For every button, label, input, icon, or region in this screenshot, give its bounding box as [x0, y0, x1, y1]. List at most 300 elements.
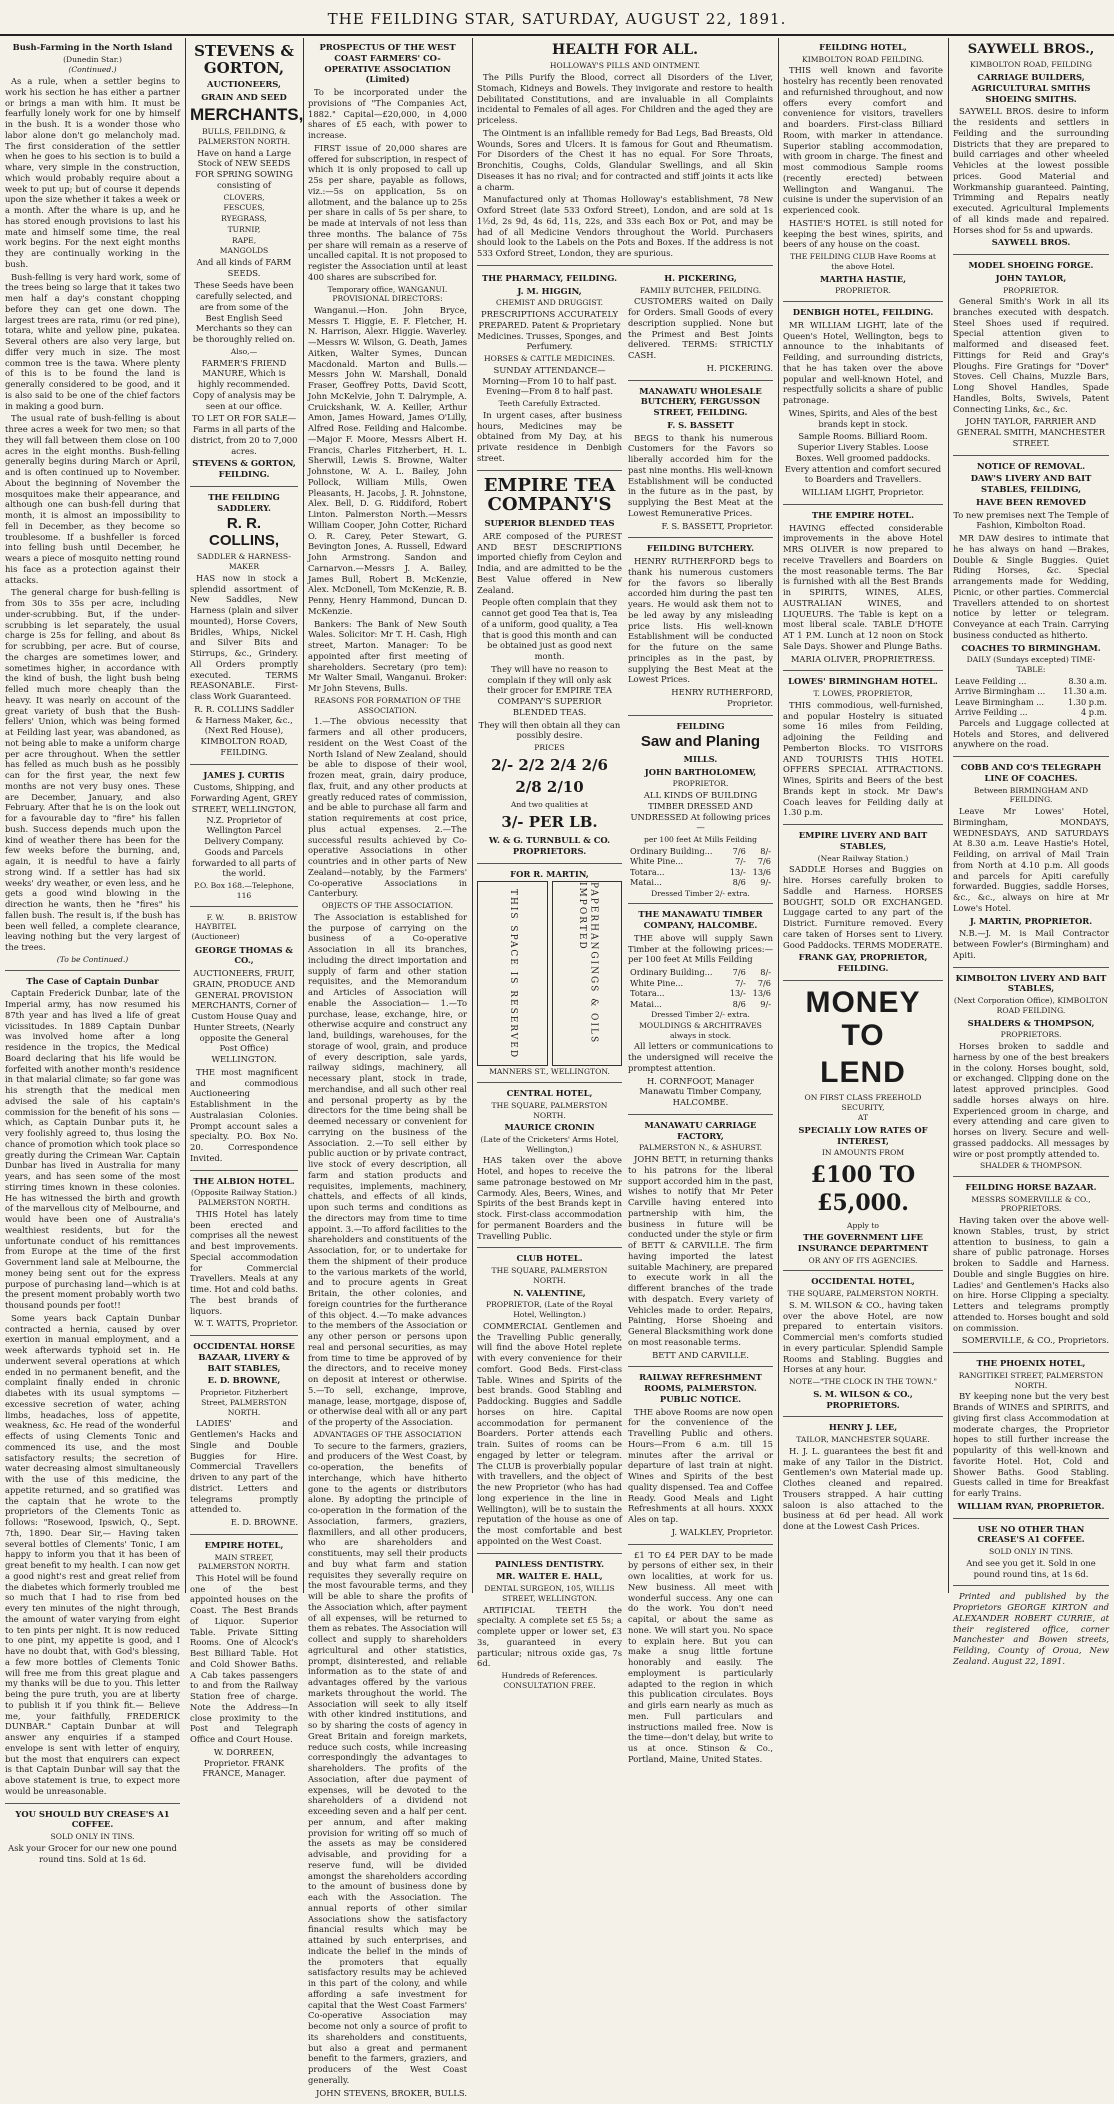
- ad-firm-name: GEORGE THOMAS & CO.,: [195, 944, 293, 966]
- ad-text: FIRST issue of 20,000 shares are offered for subscription, in respect of which it is only proposed to call up 25s per share, payable as follows, viz.:—5s on application, 5s on allotment, and the balance up to 25s per share in calls of 5s per share, to be made at intervals of not less than three months. The balance of 75s per share will remain as a reserve of uncalled capital. It is not proposed to register the Association until at least 400 shares are subscribed for.: [308, 142, 467, 282]
- ad-partner: B. BRISTOW: [247, 912, 297, 922]
- ad-signature: SOMERVILLE, & CO., Proprietors.: [961, 1335, 1109, 1346]
- ad-signature: E. D. BROWNE.: [230, 1517, 298, 1528]
- reserved-space: THIS SPACE IS RESERVED: [477, 881, 548, 1066]
- dentistry-ad: [477, 1559, 622, 1696]
- ad-subheading: MAIN STREET, PALMERSTON NORTH.: [197, 1552, 291, 1572]
- ad-text: S. M. WILSON & CO., having taken over the above Hotel, are now prepared to entertain visitors. Commercial men's comforts studied in every particular. Splendid Sample Rooms and Stabling. Buggies and Horses at any hour.: [783, 1299, 943, 1375]
- ad-signature: J. MARTIN, PROPRIETOR.: [969, 915, 1093, 926]
- table-row: [628, 846, 773, 857]
- ad-heading: USE NO OTHER THAN CREASE'S A1 COFFEE.: [977, 1523, 1085, 1545]
- ad-text: ARTIFICIAL TEETH the specialty. A complete set £5 5s; a complete upper or lower set, £3 3s, guaranteed in every particular; nitrous oxide gas, 7s 6d.: [477, 1604, 622, 1669]
- ad-text: Customs, Shipping, and Forwarding Agent, GREY STREET, WELLINGTON, N.Z. Proprietor of Wellington Parcel Delivery Company. Goods and Parcels forwarded to all parts of the world.: [190, 782, 298, 879]
- occidental-hotel-ad: [783, 1276, 943, 1417]
- ad-text: THE FEILDING CLUB Have Rooms at the above Hotel.: [790, 252, 936, 271]
- ad-subheading: DAILY (Sundays excepted) TIME-TABLE:: [966, 655, 1096, 675]
- ad-subheading: SOLD ONLY IN TINS.: [989, 1547, 1073, 1557]
- ad-signature: FRANK GAY, PROPRIETOR, FEILDING.: [798, 952, 928, 974]
- ad-heading: THE PHARMACY, FEILDING.: [481, 272, 618, 283]
- cobb-coaches-ad: [953, 762, 1109, 967]
- ad-firm-name: MR. WALTER E. HALL,: [496, 1571, 603, 1582]
- ad-text: £1 TO £4 PER DAY to be made by persons of either sex, in their own localities, at work for us. New business. All meet with wonderful success. Any one can do the work. You don't need capital, or about the same as none. We will start you. No space to explain here. But you can make a snug little fortune honorably and easily. The employment is particularly adapted to the region in which this publication circulates. Boys and girls earn nearly as much as men. Full particulars and instructions mailed free. Now is the time—don't delay, but write to us at once. Stinson & Co., Portland, Maine, United States.: [628, 1549, 773, 1764]
- ad-heading: MANAWATU WHOLESALE BUTCHERY, FERGUSSON STREET, FEILDING.: [639, 385, 762, 418]
- ad-text: General Smith's Work in all its branches executed with despatch. Steel Shoes used if required. Special attention given to malformed and diseased feet. Fittings for Reid and Gray's Ploughs. Fire Gratings for "Dover" Stoves. Cell Chains, Muzzle Bars, Long Shovel Handles, Spade Handles, Bolts, Swivels, Patent Connecting Links, &c., &c.: [953, 296, 1109, 414]
- ad-text: Wines, Spirits, and Ales of the best brands kept in stock.: [788, 407, 938, 429]
- seed-item: RAPE,: [231, 235, 257, 245]
- ad-firm-name: N. VALENTINE,: [513, 1287, 586, 1298]
- ad-firm-name: J. M. HIGGIN,: [517, 285, 582, 296]
- ad-text: TO LET OR FOR SALE— Farms in all parts of the district, from 20 to 7,000 acres.: [190, 413, 298, 456]
- table-cell: Ordinary Building...: [630, 845, 713, 856]
- column-3: [303, 38, 472, 2098]
- ad-address: MANNERS ST., WELLINGTON.: [489, 1067, 610, 1077]
- ad-heading: THE ALBION HOTEL.: [193, 1175, 295, 1186]
- ad-heading: FOR R. MARTIN,: [510, 868, 589, 879]
- ad-subheading: TAILOR, MANCHESTER SQUARE.: [796, 1435, 930, 1445]
- ad-heading: FEILDING HOTEL,: [819, 42, 907, 52]
- ad-text: PRESCRIPTIONS ACCURATELY PREPARED. Patent & Proprietary Medicines. Trusses, Sponges, and Perfumery.: [477, 309, 622, 352]
- ad-heading: THE MANAWATU TIMBER COMPANY, HALCOMBE.: [638, 909, 763, 931]
- ad-text: People often complain that they cannot get good Tea that is, Tea of a uniform, good quality, a Tea that is good this month and can be obtained just as good next month.: [481, 597, 618, 662]
- ad-signature: JOHN TAYLOR, FARRIER AND GENERAL SMITH, MANCHESTER STREET.: [956, 416, 1106, 448]
- ad-heading: OCCIDENTAL HORSE BAZAAR, LIVERY & BAIT STABLES,: [193, 1341, 295, 1373]
- pharmacy-ad: [477, 273, 622, 471]
- ad-text: The Pills Purify the Blood, correct all Disorders of the Liver, Stomach, Kidneys and Bowels. They invigorate and restore to health Debilitated Constitutions, and are invaluable in all Complaints incidental to Females of all ages. For Children and the aged they are priceless.: [477, 72, 773, 126]
- ad-heading: MODEL SHOEING FORGE.: [968, 260, 1094, 271]
- ad-text: Apply to: [847, 1220, 879, 1230]
- ad-text: NOTE—"THE CLOCK IN THE TOWN.": [788, 1377, 938, 1387]
- lowes-hotel-ad: [783, 676, 943, 825]
- ad-firm-name: HENRY J. LEE,: [828, 1422, 898, 1433]
- article-paragraph: Captain Frederick Dunbar, late of the Imperial army, has now resumed his 87th year and has lived a life of great vicissitudes. In 1889 Captain Dunbar was involved home after a long residence in the tropics, the Medical Board declaring that his life would be forfeited with another month's residence in that malarial climate; so far gone was his strength that the medical men advised the sale of his captain's commission for the benefit of his sons — which, as Captain Dunbar puts it, he very foolishly agreed to, thus losing the chance of promotion which took place so greatly during the Crimean War. Captain Dunbar has lived in Australia for many years, and has seen some of the most stirring times known in these colonies. He has witnessed the birth and growth of the marvellous city of Melbourne, and would have been one of Australia's wealthiest residents, but for the unfortunate conduct of his remittances from Europe at the time of the first Government land sale at Melbourne, the money being sent out for the express purpose of purchasing land—which is at the present moment probably worth two thousand pounds per foot!!: [5, 988, 180, 1311]
- ad-text: ARE composed of the PUREST AND BEST DESCRIPTIONS imported chiefly from Ceylon and India, and are admitted to be the Best Value offered in New Zealand.: [477, 530, 622, 595]
- ad-text: These Seeds have been carefully selected, and are from some of the Best English Seed Merchants so they can be thoroughly relied on.: [192, 280, 296, 345]
- ad-subheading: FAMILY BUTCHER, FEILDING.: [639, 285, 762, 295]
- article-paragraph: As a rule, when a settler begins to work his section he has either a partner or brings a man with him. It must be fearfully lonely work for one by himself in the bush. It is a wonder those who labor alone don't go melancholy mad. The first consideration of the settler when he goes to his section is to build a whare, very simple in the construction, which would probably require about a week to put up; but of course it depends upon the size whether it takes a week or a month. After the whare is up, and he has stored enough provisions to last his mate and himself some time, the real work begins. For the next eight months they are continually working in the bush.: [5, 76, 180, 269]
- ad-text: To be incorporated under the provisions of "The Companies Act, 1882." Capital—£20,000, in 4,000 shares of £5 each, with power to increase.: [308, 87, 467, 140]
- table-cell: Leave Birmingham ...: [955, 696, 1045, 707]
- ad-subheading: THE SQUARE, PALMERSTON NORTH.: [787, 1289, 939, 1299]
- ad-text: LADIES' and Gentlemen's Hacks and Single and Double Buggies for Hire. Commercial Travellers driven to any part of the district. Letters and telegrams promptly attended to.: [190, 1418, 298, 1515]
- ad-subheading: AUCTIONEERS,: [207, 79, 281, 89]
- table-row: [953, 707, 1109, 718]
- browne-livery-ad: [190, 1341, 298, 1535]
- bush-farming-article: [5, 42, 180, 971]
- seed-item: TURNIP,: [227, 224, 261, 234]
- money-to-lend-ad: [783, 986, 943, 1272]
- ad-signature: S. M. WILSON & CO., PROPRIETORS.: [813, 1388, 913, 1410]
- empire-hotel-pn-ad: [190, 1540, 298, 1785]
- ad-subheading: KIMBOLTON ROAD, FEILDING: [970, 60, 1092, 70]
- seed-item: MANGOLDS: [219, 246, 269, 256]
- ad-text: BEGS to thank his numerous Customers for the Favors so liberally accorded him for the past nine months. His well-known Establishment will be conducted in the future as in the past, by supplying the Best Meat at the Lowest Remunerative Prices.: [628, 432, 773, 518]
- ad-firm-name: E. D. BROWNE,: [207, 1375, 281, 1386]
- shoeing-forge-ad: [953, 260, 1109, 456]
- empire-tea-ad: [477, 476, 622, 864]
- ad-firm-name: STEVENS & GORTON,: [194, 42, 294, 77]
- ad-heading: CLUB HOTEL.: [516, 1253, 583, 1264]
- kimbolton-stables-ad: [953, 973, 1109, 1177]
- ad-subheading: HORSES & CATTLE MEDICINES.: [484, 354, 615, 364]
- ad-firm-name: F. S. BASSETT: [667, 419, 734, 430]
- ad-signature: BETT AND CARVILLE.: [652, 1349, 749, 1360]
- ad-subheading: HOLLOWAY'S PILLS AND OINTMENT.: [549, 61, 701, 71]
- table-row: [953, 686, 1109, 697]
- table-cell: 4 p.m.: [1080, 707, 1107, 718]
- carriage-factory-ad: [628, 1120, 773, 1367]
- ad-heading: THE EMPIRE HOTEL.: [811, 509, 915, 520]
- ad-subheading: PROPRIETOR.: [672, 779, 729, 789]
- ad-headline: EMPIRE TEA COMPANY'S: [483, 474, 616, 516]
- ad-subheading: SOLD ONLY IN TINS.: [50, 1832, 135, 1842]
- table-cell: 7/6: [732, 967, 746, 978]
- publisher-imprint: Printed and published by the Proprietors GEORGE KIRTON and ALEXANDER ROBERT CURRIE, at their registered office, corner Manchester and Bowen streets, Feilding, County of Oroua, New Zealand. August 22, 1891.: [953, 1591, 1109, 1666]
- martin-reserved-ad: [477, 869, 622, 1083]
- table-cell: 8/6: [732, 998, 746, 1009]
- table-cell: 7/-: [735, 977, 746, 988]
- article-paragraph: The general charge for bush-felling is from 30s to 35s per acre, including under-scrubbing. But, if the under-scrubbing is let separately, the usual charge is 25s for felling, and about 8s for scrubbing, per acre. But of course, the charges are sometimes lower, and sometimes higher, in accordance with the kind of bush, the light bush being felled much more cheaply than the heavy. It was nearly on account of the great variety of bush that the Bush-fellers' Union, which was being formed at Feilding last year, was abandoned, as not being able to make a uniform charge per acre throughout. When the settler has felled as much bush as he possibly can for the first year, the next few months are not very busy ones. These are December, January, and also February. After that he is on the look out for a favourable day to "fire" his fallen bush. Success depends much upon the kind of weather there has been for the few weeks before the burning, and, again, it is needful to have a fairly strong wind. If a settler has had six weeks' dry weather, or even less, and he gets a good wind blowing in the direction he wants, then he "fires" his fallen bush. The result is, if the bush has been well felled, a complete clearance, leaving nothing but the very largest of the trees.: [5, 587, 180, 953]
- ad-headline: HEALTH FOR ALL.: [551, 42, 699, 58]
- table-cell: 9/-: [760, 998, 771, 1009]
- sawmill-ad: [628, 721, 773, 905]
- curtis-ad: [190, 770, 298, 907]
- ad-firm-name: SAYWELL BROS.,: [967, 42, 1095, 57]
- table-cell: White Pine...: [630, 977, 684, 988]
- saywell-ad: [953, 43, 1109, 255]
- ad-text: THIS commodious, well-furnished, and popular Hostelry is situated some 16 miles from Feilding, adjoining the Feilding and Pemberton Blocks. TO VISITORS AND TOURISTS THIS HOTEL OFFERS SPECIAL ATTRACTIONS. Wines, Spirits and Beers of the best Brands kept in stock. Mr Daw's Coach leaves for Feilding daily at 1.30 p.m.: [783, 699, 943, 818]
- empire-hotel-ad: [783, 510, 943, 672]
- table-cell: Arrive Birmingham ...: [955, 686, 1046, 697]
- ad-contact: P.O. Box 168.—Telephone, 116: [194, 881, 294, 900]
- ad-subheading: GRAIN AND SEED: [201, 91, 287, 102]
- central-hotel-ad: [477, 1088, 622, 1248]
- ad-subheading: CHEMIST AND DRUGGIST.: [496, 298, 603, 308]
- ad-text: This Hotel will be found one of the best appointed houses on the Coast. The Best Brands of Liquor. Superior Table. Private Sitting Rooms. One of Alcock's Best Billiard Table. Hot and Cold Shower Baths. A Cab takes passengers to and from the Railway Station free of charge. Note the Address—In close proximity to the Post and Telegraph Office and Court House.: [190, 1572, 298, 1745]
- column-5: [778, 38, 948, 1593]
- ad-subheading: OBJECTS OF THE ASSOCIATION.: [321, 901, 454, 911]
- ad-text: Wanganui.—Hon. John Bryce, Messrs T. Higgie, E. F. Fletcher, H. N. Harrison, Alexr. Higgie. Waverley.—Messrs W. Wilson, G. Death, James Aitken, Walter Symes, Duncan Macdonald. Marton and Bulls.—Messrs John W. Marshall, Donald Fraser, Geoffrey Potts, David Scott, John McKelvie, John T. Dalrymple, A. Cruickshank, W. A. Keiller, Arthur Amon, James Howard, James O'Lilly, Alfred Rose. Feilding and Halcombe.—Major F. Moore, Messrs Albert H. Francis, Charles Fitzherbert, H. L. Sherwill, Lewis S. Browne, Walter Johnstone, W. A. L. Bailey, John Pollock, William Mills, Owen Pleasants, H. Jacobs, J. R. Johnstone, Alex. Bell, D. G. Riddiford, Robert Linton. Palmerston North.—Messrs William Cooper, John Cotter, Richard O. R. Carey, Peter Stewart, G. Bevington Jones, A. Russell, Edward John Armstrong. Sandon and Carnarvon.—Messrs J. A. Bailey, James Bull, Robert B. McKenzie, Alex. McDonell, Tom McKenzie, R. B. Penny, Henry Hammond, Duncan D. McKenzie.: [308, 304, 467, 616]
- daws-stables-ad: [953, 461, 1109, 757]
- masthead: THE FEILDING STAR, SATURDAY, AUGUST 22, 1891.: [0, 0, 1114, 36]
- ad-text: ALL KINDS OF BUILDING TIMBER DRESSED AND UNDRESSED At following prices—: [630, 790, 771, 833]
- ad-firm-name: SHALDERS & THOMPSON,: [967, 1017, 1095, 1028]
- ad-partner: F. W. HAYBITEL (Auctioneer): [191, 912, 240, 941]
- seed-item: FESCUES,: [223, 203, 265, 213]
- ad-subheading: (Late of the Cricketers' Arms Hotel, Wellington,): [480, 1135, 619, 1154]
- ad-text: FARMER'S FRIEND MANURE, Which is highly recommended. Copy of analysis may be seen at our office.: [192, 357, 296, 411]
- ad-text: SADDLE Horses and Buggies on hire. Horses carefully broken to Saddle and Harness. HORSES BOUGHT, SOLD OR EXCHANGED. Luggage carted to any part of the District. Furniture removed. Every care taken of Horses sent to Livery. Good Paddocks. TERMS MODERATE.: [783, 864, 943, 950]
- ad-heading: THE PHOENIX HOTEL,: [976, 1358, 1086, 1369]
- ad-subheading: T. LOWES, PROPRIETOR,: [813, 689, 913, 699]
- ad-text: Manufactured only at Thomas Holloway's establishment, 78 New Oxford Street (late 533 Oxford Street), London, and are sold at 1s 1½d, 2s 9d, 4s 6d, 11s, 22s, and 33s each Box or Pot, and may be had of all Medicine Vendors throughout the World. Purchasers should look to the Labels on the Pots and Boxes. If the address is not 533 Oxford Street, London, they are spurious.: [477, 194, 773, 259]
- manawatu-timber-ad: [628, 909, 773, 1114]
- ad-text: They will then obtain all they can possibly desire.: [478, 719, 621, 741]
- ad-text: AUCTIONEERS, FRUIT, GRAIN, PRODUCE AND GENERAL PROVISION MERCHANTS, Corner of Custom House Quay and Hunter Streets, (Nearly opposite the General Post Office) WELLINGTON.: [191, 968, 297, 1065]
- coffee-ad: [5, 1809, 180, 1871]
- ad-text: 1.—The obvious necessity that farmers and all other producers, resident on the West Coast of the North Island of New Zealand, should be able to dispose of their wool, frozen meat, grain, dairy produce, flax, fruit, and any other products at greatly reduced rates of commission, and be able to purchase all farm and station requirements at cost price, plus actual expenses. 2.—The successful results achieved by Co-operative Associations in other countries and in other parts of New Zealand—notably, by the Farmers' Co-operative Associations in Canterbury.: [308, 716, 467, 899]
- ad-text: HAVING effected considerable improvements in the above Hotel MRS OLIVER is now prepared to receive Travellers and Boarders on the most reasonable terms. The Bar is furnished with all the Best Brands in SPIRITS, WINES, ALES, AUSTRALIAN WINES, and LIQUEURS. The Table is kept on a most liberal scale. TABLE D'HOTE AT 1 P.M. Lunch at 12 noon on Stock Sale Days. Shower and Plunge Baths.: [783, 522, 943, 651]
- article-source: (Dunedin Star.): [63, 54, 122, 64]
- ad-subheading: Proprietor. Fitzherbert Street, PALMERSTON NORTH.: [200, 1388, 288, 1417]
- ad-text: THE most magnificent and commodious Auctioneering Establishment in the Australasian Colonies. Prompt account sales a specialty. P.O. Box No. 20. Correspondence Invited.: [190, 1066, 298, 1163]
- table-cell: Totara...: [630, 866, 665, 877]
- ad-subheading: PROPRIETOR, (Late of the Royal Hotel, Wellington.): [486, 1300, 613, 1320]
- column-1: [0, 38, 185, 1864]
- article-title: The Case of Captain Dunbar: [26, 975, 159, 986]
- pickering-ad: [628, 273, 773, 381]
- ad-heading: THE FEILDING SADDLERY.: [208, 491, 280, 513]
- ad-text: THIS well known and favorite hostelry has recently been renovated and refurnished throughout, and now offers every comfort and convenience for visitors, travellers and boarders. First-class Billiard Room, with marker in attendance. Superior stabling accommodation, with groom in charge. The finest and most commodious Sample rooms (recently erected) between Wellington and Wanganui. The cuisine is under the supervision of an experienced cook.: [783, 65, 943, 216]
- ad-text: THE above will supply Sawn Timber at the following prices:— per 100 feet At Mills Feilding: [628, 932, 773, 965]
- ad-subheading: SUPERIOR BLENDED TEAS: [484, 518, 615, 529]
- table-cell: White Pine...: [630, 856, 684, 867]
- tea-prices: 3/- PER LB.: [501, 812, 598, 831]
- ad-firm-name: JOHN TAYLOR,: [995, 272, 1067, 283]
- ad-signature: MARIA OLIVER, PROPRIETRESS.: [790, 653, 936, 664]
- wholesale-butchery-ad: [628, 386, 773, 539]
- ad-text: HENRY RUTHERFORD begs to thank his numerous customers for the favors so liberally accorded him during the past ten years. He would ask them not to be led away by any misleading price lists. His well-known Establishment will be conducted for the future on the same principles as in the past, by supplying the Best Meat at the Lowest Prices.: [628, 556, 773, 685]
- ad-text: SUNDAY ATTENDANCE— Morning—From 10 to half past. Evening—From 8 to half past.: [482, 364, 617, 397]
- ad-text: And see you get it. Sold in one pound round tins, at 1s 6d.: [966, 1557, 1096, 1579]
- ad-heading: COBB AND CO'S TELEGRAPH LINE OF COACHES.: [960, 762, 1102, 783]
- stinson-ad: [628, 1550, 773, 1771]
- thomas-ad: [190, 912, 298, 1171]
- table-cell: Ordinary Building...: [630, 967, 713, 978]
- ad-text: SAYWELL BROS. desire to inform the residents and settlers in Feilding and the surrounding Districts that they are prepared to build carriages and other wheeled Vehicles at the lowest possible prices. Good Material and Workmanship guaranteed. Painting, Trimming and Repairs neatly executed. Agricultural Implements of all kinds made and repaired. Horses shod for 5s and upwards.: [953, 106, 1109, 235]
- ad-signature: R. R. COLLINS Saddler & Harness Maker, &c., (Next Red House), KIMBOLTON ROAD, FEILDING.: [194, 703, 294, 757]
- ad-text: Having taken over the above well-known Stables, trust, by strict attention to business, to gain a share of public patronage. Horses broken to Saddle and Harness. Double and single Buggies on hire. Ladies' and Gentlemen's Hacks also on hire. Horse Clipping a specialty. Letters and telegrams promptly attended to. Horses bought and sold on commission.: [953, 1215, 1109, 1333]
- ad-subheading: HAVE BEEN REMOVED: [976, 496, 1086, 507]
- table-cell: 7/6: [732, 845, 746, 856]
- table-cell: Arrive Feilding ...: [955, 707, 1028, 718]
- ad-subheading: KIMBOLTON ROAD FEILDING.: [802, 54, 924, 64]
- ad-subheading: DAW'S LIVERY AND BAIT STABLES, FEILDING,: [970, 473, 1092, 495]
- ad-text: Parcels and Luggage collected at Hotels and Stores, and delivered anywhere on the road.: [953, 717, 1109, 750]
- ad-text: Teeth Carefully Extracted.: [498, 399, 601, 409]
- ad-signature: HENRY RUTHERFORD, Proprietor.: [671, 687, 773, 708]
- ad-heading: PAINLESS DENTISTRY.: [494, 1558, 605, 1569]
- paperhangings-banner: PAPERHANGINGS & OILS IMPORTED: [552, 881, 623, 1066]
- ad-heading: YOU SHOULD BUY CREASE'S A1 COFFEE.: [15, 1808, 170, 1830]
- ad-text: COMMERCIAL Gentlemen and the Travelling Public generally, will find the above Hotel replete with every convenience for their comfort. Good Beds. First-class Table. Wines and Spirits of the best brands. Good Stabling and Paddocking. Buggies and Saddle horses on hire. Capital accommodation for permanent Boarders. Porter attends each train. Suites of rooms can be engaged by letter or telegram. The CLUB is proverbially popular with travellers, and the object of the new Proprietor (who has had long experience in the line in Wellington), will be to sustain the reputation of the house as one of the most comfortable and best appointed on the West Coast.: [477, 1320, 622, 1546]
- ad-subheading: PALMERSTON N., & ASHURST.: [638, 1143, 763, 1153]
- ad-heading: FEILDING BUTCHERY.: [646, 543, 755, 554]
- seed-item: RYEGRASS,: [221, 214, 267, 224]
- table-cell: 8/6: [732, 877, 746, 888]
- table-cell: 8/-: [760, 967, 771, 978]
- denbigh-hotel-ad: [783, 307, 943, 505]
- ad-text: OR ANY OF ITS AGENCIES.: [808, 1255, 918, 1265]
- ad-text: Dressed Timber 2/- extra.: [651, 1010, 750, 1020]
- table-row: [628, 967, 773, 978]
- ad-signature: WILLIAM LIGHT, Proprietor.: [801, 487, 924, 498]
- ad-headline: MONEY TO: [805, 985, 921, 1052]
- table-row: [628, 988, 773, 999]
- ad-text: MR WILLIAM LIGHT, late of the Queen's Hotel, Wellington, begs to announce to the inhabitants of Feilding, and surrounding districts, that he has taken over the above popular and well-known Hotel, and respectfully solicits a share of public patronage.: [783, 319, 943, 406]
- ad-subheading: REASONS FOR FORMATION OF THE ASSOCIATION.: [314, 695, 461, 715]
- ad-text: Sample Rooms. Billiard Room. Superior Livery Stables. Loose Boxes. Well groomed paddocks. Every attention and comfort secured to Boarders and Travellers.: [784, 431, 942, 485]
- ad-subheading: SADDLER & HARNESS-MAKER: [197, 552, 291, 572]
- ad-text: N.B.—J. M. is Mail Contractor between Fowler's (Birmingham) and Apiti.: [953, 928, 1109, 960]
- albion-hotel-ad: [190, 1176, 298, 1336]
- table-cell: 13/6: [752, 866, 771, 877]
- ad-text: Dressed Timber 2/- extra.: [651, 888, 750, 898]
- ad-heading: LOWES' BIRMINGHAM HOTEL.: [788, 676, 938, 687]
- ad-subheading: THE SQUARE, PALMERSTON NORTH.: [491, 1100, 608, 1120]
- feilding-butchery-ad: [628, 543, 773, 715]
- table-cell: Leave Feilding ...: [955, 675, 1027, 686]
- ad-subheading: Between BIRMINGHAM AND FEILDING.: [973, 785, 1089, 805]
- ad-text: Horses broken to saddle and harness by one of the best breakers in the colony. Horses bought, sold, or exchanged. Clipping done on the latest approved principles. Good saddle horses always on hire. Experienced groom in charge, and every attending and care given to horses on livery. Secure and well-grassed paddocks. All messages by wire or post promptly attended to.: [953, 1041, 1109, 1159]
- ad-text: MOULDINGS & ARCHITRAVES always in stock.: [639, 1020, 762, 1040]
- timber-price-table: [628, 967, 773, 1009]
- prospectus-ad: [308, 42, 467, 2104]
- ad-text: Also,—: [230, 346, 258, 356]
- table-cell: 7/6: [757, 977, 771, 988]
- ad-towns: BULLS, FEILDING, & PALMERSTON NORTH.: [197, 127, 291, 146]
- ad-text: All letters or communications to the undersigned will receive the promptest attention.: [628, 1041, 773, 1073]
- ad-text: HAS taken over the above Hotel, and hopes to receive the same patronage bestowed on Mr Carmody. Ales, Beers, Wines, and Spirits of the best Brands kept in stock. First-class accommodation for permanent Boarders and the Travelling Public.: [477, 1155, 622, 1241]
- table-cell: 13/-: [729, 988, 746, 999]
- ad-headline: CARRIAGE BUILDERS, AGRICULTURAL SMITHS SHOEING SMITHS.: [971, 72, 1091, 104]
- ad-text: Ask your Grocer for our new one pound round tins. Sold at 1s 6d.: [8, 1842, 177, 1864]
- table-cell: 7/-: [735, 856, 746, 867]
- ad-subheading: SPECIALLY LOW RATES OF INTEREST,: [798, 1124, 928, 1146]
- phoenix-hotel-ad: [953, 1358, 1109, 1518]
- ad-text: And all kinds of FARM SEEDS.: [196, 256, 292, 278]
- column-4: [472, 38, 778, 1764]
- feilding-hotel-ad: [783, 42, 943, 302]
- ad-text: And two qualities at: [510, 800, 589, 810]
- ad-signature: SAYWELL BROS.: [991, 237, 1071, 248]
- table-cell: 1.30 p.m.: [1067, 696, 1107, 707]
- seed-item: CLOVERS,: [223, 192, 265, 202]
- ad-signature: W. DORREEN, Proprietor. FRANK FRANCE, Manager.: [202, 1746, 286, 1779]
- ad-signature: W. T. WATTS, Proprietor.: [194, 1318, 298, 1329]
- table-cell: Matai...: [630, 877, 662, 888]
- table-row: [953, 697, 1109, 708]
- ad-text: THIS Hotel has lately been erected and comprises all the newest and best improvements. Special accommodation for Commercial Travellers. Meals at any time. Hot and cold baths. The best brands of liquors.: [190, 1208, 298, 1316]
- column-4-right: [628, 271, 773, 1776]
- loan-range: £100 TO £5,000.: [810, 1162, 916, 1217]
- ad-subheading: MILLS.: [683, 753, 718, 764]
- ad-subheading: ADVANTAGES OF THE ASSOCIATION: [313, 1429, 462, 1439]
- horse-bazaar-ad: [953, 1182, 1109, 1353]
- ad-signature: J. WALKLEY, Proprietor.: [671, 1526, 773, 1537]
- table-cell: 8/-: [760, 845, 771, 856]
- timber-price-table: [628, 846, 773, 888]
- column-6: [948, 38, 1114, 1666]
- club-hotel-ad: [477, 1253, 622, 1553]
- ad-text: Leave Mr Lowes' Hotel, Birmingham, MONDAYS, WEDNESDAYS, AND SATURDAYS At 8.30 a.m. Leave Hastie's Hotel, Feilding, on arrival of Mail Train from North at 4.10 p.m. All goods and parcels for Apiti carefully forwarded. Buggies, saddle Horses, &c., &c., always on hire at Mr Lowe's Hotel.: [953, 806, 1109, 913]
- ad-text: To new premises next The Temple of Fashion, Kimbolton Road.: [953, 509, 1109, 531]
- ad-signature: STEVENS & GORTON, FEILDING.: [192, 458, 296, 480]
- ad-text: The Ointment is an infallible remedy for Bad Legs, Bad Breasts, Old Wounds, Sores and Ulcers. It is famous for Gout and Rheumatism. For Disorders of the Chest it has no equal. For Sore Throats, Bronchitis, Coughs, Colds, Glandular Swellings, and all Skin Diseases it has no rival; and for contracted and stiff joints it acts like a charm.: [477, 127, 773, 192]
- ad-subheading: THE GOVERNMENT LIFE INSURANCE DEPARTMENT: [797, 1232, 929, 1253]
- ad-firm-name: JAMES J. CURTIS: [203, 769, 285, 780]
- table-cell: Totara...: [630, 988, 665, 999]
- ad-subheading: COACHES TO BIRMINGHAM.: [961, 642, 1101, 653]
- ad-signature: SHALDER & THOMPSON.: [979, 1161, 1083, 1171]
- ad-subheading: THE SQUARE, PALMERSTON NORTH.: [491, 1266, 608, 1285]
- imprint: [953, 1591, 1109, 1672]
- ad-text: The Association is established for the purpose of carrying on the business of a Co-operative Association in all its branches, including the direct importation and supply of farm and other station requisites, and the Memorandum and Articles of Association will enable the Association— 1.—To purchase, lease, exchange, hire, or otherwise acquire and construct any land, buildings, warehouses, for the storage of wool, grain, and produce of every description, sale yards, railway sidings, machinery, all necessary plant, stock in trade, merchandise, and all such other real and personal property as by the directors for the time being shall be deemed necessary or convenient for carrying on the business of the Association. 2.—To sell either by public auction or by private contract, live stock of every description, all farm and station products and requisites, implements, machinery, chattels, and effects of all kinds, upon such terms and conditions as the directors may from time to time appoint. 3.—To afford facilities to the shareholders and constituents of the Association, for, or to undertake for them the shipment of their produce to the various markets of the world, and to procure agents in Great Britain, the other colonies, and foreign countries for the furtherance of this object. 4.—To make advances to the members of the Association or any other person or persons upon real and personal securities, as may from time to time be approved of by the directors, and to receive money on deposit at interest or otherwise. 5.—To sell, exchange, improve, manage, lease, mortgage, dispose of, or otherwise deal with all or any part of the property of the Association.: [308, 911, 467, 1428]
- ad-subheading: PROPRIETOR.: [1003, 285, 1059, 295]
- crease-coffee-ad: [953, 1524, 1109, 1587]
- ad-heading: PROSPECTUS OF THE WEST COAST FARMERS' CO-OPERATIVE ASSOCIATION (Limited): [319, 42, 456, 85]
- table-cell: 8.30 a.m.: [1068, 675, 1107, 686]
- saddlery-ad: [190, 492, 298, 765]
- ad-text: Have on hand a Large Stock of NEW SEEDS FOR SPRING SOWING consisting of: [195, 147, 293, 190]
- ad-text: H. J. L. guarantees the best fit and make of any Tailor in the District. Gentlemen's own Material made up. Clothes cleaned and repaired. Trousers strapped. A hair cutting saloon is also attached to the business at 6d per head. All work done at the Lowest Cash Prices.: [783, 1445, 943, 1532]
- ad-firm-name: H. PICKERING,: [664, 272, 737, 283]
- ad-heading: NOTICE OF REMOVAL.: [976, 460, 1086, 471]
- ad-text: BY keeping none but the very best Brands of WINES and SPIRITS, and giving first class Accommodation at moderate charges, the Proprietor hopes to still further increase the popularity of this well-known and favorite Hotel. Hot, Cold and Shower Baths. Good Stabling. Guests called in time for Breakfast for early Trains.: [953, 1391, 1109, 1499]
- ad-text: In urgent cases, after business hours, Medicines may be obtained from My Day, at his private residence in Denbigh street.: [477, 409, 622, 463]
- ad-signature: H. PICKERING.: [706, 362, 773, 373]
- tea-prices: 2/8 2/10: [515, 778, 584, 797]
- column-2: [185, 38, 304, 1779]
- ad-heading: CENTRAL HOTEL,: [506, 1088, 593, 1099]
- ad-heading: FEILDING HORSE BAZAAR.: [965, 1181, 1097, 1192]
- ad-heading: FEILDING: [676, 720, 725, 731]
- article-continued: (Continued.): [68, 65, 117, 75]
- ad-text: Bankers: The Bank of New South Wales. Solicitor: Mr T. H. Cash, High street, Marton. Manager: To be appointed after first meeting of shareholders. Secretary (pro tem): Mr Walter Smail, Wanganui. Broker: Mr John Stevens, Bulls.: [308, 618, 467, 694]
- table-cell: 9/-: [760, 877, 771, 888]
- to-be-continued: (To be Continued.): [56, 954, 129, 964]
- column-4-left: [477, 271, 622, 1776]
- ad-subheading: Temporary office, WANGANUI. PROVISIONAL DIRECTORS:: [327, 284, 448, 304]
- table-row: [628, 978, 773, 989]
- empire-livery-ad: [783, 830, 943, 981]
- article-paragraph: The usual rate of bush-felling is about three acres a week for two men; so that they will fall between them close on 100 acres in the eight months. Bush-felling generally begins during March or April, and is often continued up to November. About the beginning of November the mosquitoes make their appearance, and although one can bush-fell during that month, it is almost an impossibility to fell in December, as they become so troublesome. If a bushfeller is forced into felling bush until December, he wears a piece of mosquito netting round his face as a protection against their attacks.: [5, 413, 180, 585]
- ad-heading: EMPIRE HOTEL,: [204, 1539, 284, 1550]
- ad-signature: W. & G. TURNBULL & CO. PROPRIETORS.: [488, 835, 611, 856]
- ad-headline: LEND: [820, 1055, 906, 1089]
- ad-heading: OCCIDENTAL HOTEL,: [811, 1276, 915, 1287]
- ad-text: CUSTOMERS waited on Daily for Orders. Small Goods of every description supplied. None but the Primest and Best Joints delivered. TERMS: STRICTLY CASH.: [628, 296, 773, 361]
- ad-text: MR DAW desires to intimate that he has always on hand —Brakes, Double & Single Buggies. Quiet Riding Horses, &c. Special arrangements made for Wedding, Picnic, or other parties. Commercial Travellers attended to on shortest notice by letter or telegram. Conveyance at each Train. Carrying business conducted as hitherto.: [953, 533, 1109, 640]
- ad-firm-name: JOHN BARTHOLOMEW,: [644, 766, 757, 777]
- article-paragraph: Some years back Captain Dunbar contracted a hernia, caused by over exertion in manual employment, and a week afterwards typhoid set in. He underwent several operations at which ended in no permanent benefit, and the complaint finally ended in chronic diabetes with its usual symptoms — excessive secretion of water, aching limbs, headaches, loss of appetite, weakness, &c. He read of the wonderful effects of using Clements Tonic and commenced its use, and the most satisfactory results; the secretion of water decreasing almost simultaneously with the use of this medicine, the appetite returned, and so gratified was the captain that he wrote to the proprietors of the Clements Tonic as follows: "Rosewood, Ipswich, Q., Sept. 7th, 1890. Dear Sir,— Having taken several bottles of Clements' Tonic, I am happy to inform you that it has been of great benefit to my health. I can now get a good night's rest and great relief from the diabetes which formerly troubled me so much that I had to rise from bed every ten minutes of the night through, the amount of water varying from eight to ten pints per night. It is now reduced to one pint, my appetite is good, and I have no doubt that, with God's blessing, a few more bottles of Clements Tonic will free me from this great plague and my thanks will be due to you. This letter being the pure truth, you are at liberty to publish it if you think fit.— Believe me, your faithfully, FREDERICK DUNBAR." Captain Dunbar at will answer any enquiries if a stamped envelope is sent with letter of enquiry, but the most that enquirers can expect is that Captain Dunbar will say that the above statement is true, to expect more would be unreasonable.: [5, 1312, 180, 1796]
- ad-subheading: RANGITIKEI STREET, PALMERSTON NORTH.: [958, 1370, 1104, 1390]
- table-cell: 13/-: [729, 866, 746, 877]
- tailor-ad: [783, 1422, 943, 1537]
- ad-heading: DENBIGH HOTEL, FEILDING.: [792, 307, 934, 318]
- table-row: [628, 867, 773, 878]
- ad-signature: F. S. BASSETT, Proprietor.: [661, 520, 773, 531]
- ad-text: HAS now in stock a splendid assortment of New Saddles, New Harness (plain and silver mounted), Horse Covers, Bridles, Whips, Nickel and Silver Bits and Stirrups, &c., Grindery. All Orders promptly executed. TERMS REASONABLE. First-class Work Guaranteed.: [190, 572, 298, 702]
- table-cell: 7/6: [757, 856, 771, 867]
- ad-firm-name: R. R. COLLINS,: [209, 515, 279, 549]
- table-row: [628, 877, 773, 888]
- article-paragraph: Bush-felling is very hard work, some of the trees being so large that it takes two men half a day's constant chopping before they can get one down. The largest trees are rata, rimu (or red pine), totara, white and yellow pine, pukatea. Several others are also very large, but differ very much in size. The most common tree is the tawa. Where plenty of this is to be found the land is generally considered to be good, and it is also said to be one of the chief factors in making a good burn.: [5, 271, 180, 411]
- table-row: [628, 999, 773, 1010]
- ad-heading: KIMBOLTON LIVERY AND BAIT STABLES,: [955, 972, 1107, 994]
- ad-text: Hundreds of References. CONSULTATION FREE.: [501, 1671, 598, 1690]
- table-cell: Matai...: [630, 998, 662, 1009]
- table-cell: 11.30 a.m.: [1063, 686, 1107, 697]
- ad-text: JOHN BETT, in returning thanks to his patrons for the liberal support accorded him in the past, wishes to notify that Mr Peter Carville having entered into partnership with him, the business in future will be conducted under the style or firm of BETT & CARVILLE. The firm having imported the latest suitable Machinery, are prepared to execute work in all the different branches of the trade with despatch. Every variety of Vehicles made to order. Repairs, Painting, Horse Shoeing and General Blacksmithing work done on most reasonable terms.: [628, 1154, 773, 1347]
- ad-subheading: DENTAL SURGEON, 105, WILLIS STREET, WELLINGTON.: [484, 1584, 615, 1603]
- ad-heading: MANAWATU CARRIAGE FACTORY,: [644, 1119, 757, 1141]
- ad-text: HASTIE'S HOTEL is still noted for keeping the best wines, spirits, and beers of any house on the coast.: [783, 217, 943, 250]
- ad-signature: WILLIAM RYAN, PROPRIETOR.: [957, 1500, 1105, 1511]
- ad-headline: Saw and Planing: [640, 733, 761, 751]
- ad-text: THE above Rooms are now open for the convenience of the Travelling Public and others. Hours—From 6 a.m. till 15 minutes after the arrival or departure of last train at night. Wines and Spirits of the best quality dispensed. Tea and Coffee Ready. Good Meals and Light Refreshments at all hours. XXXX Ales on tap.: [628, 1406, 773, 1525]
- coach-timetable: [953, 676, 1109, 718]
- ad-headline: MERCHANTS,: [190, 104, 304, 124]
